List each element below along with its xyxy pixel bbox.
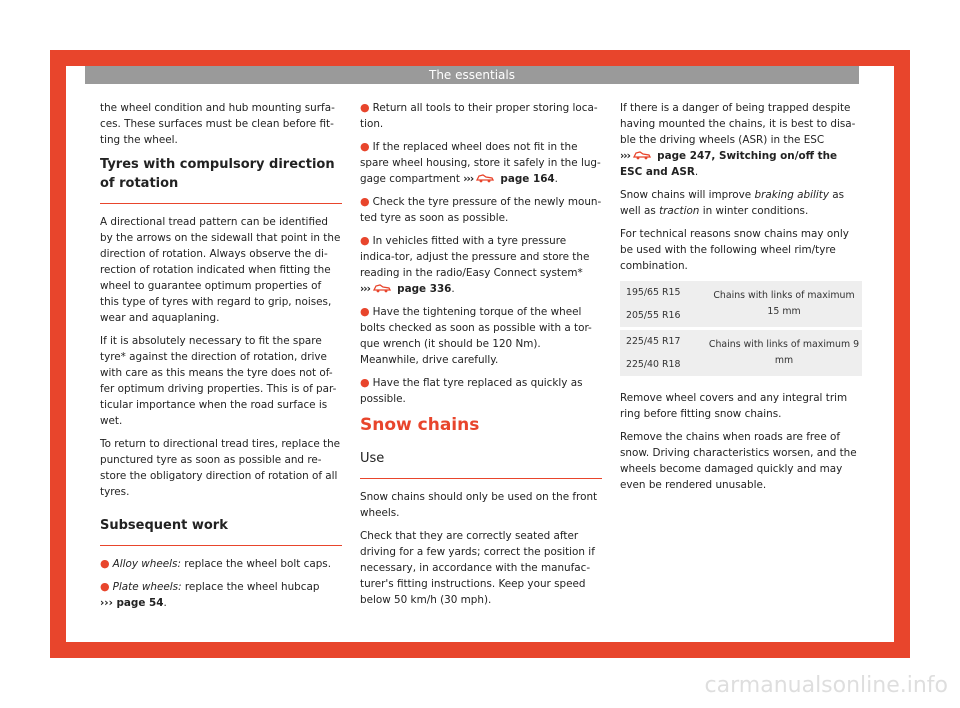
page-reference-link[interactable]: ››› page 54 [100, 597, 164, 609]
text: in winter conditions. [699, 205, 809, 217]
bullet-item [360, 375, 602, 407]
emphasis: braking ability [754, 189, 829, 201]
paragraph: Remove wheel covers and any integral trim ring before fitting snow chains. [620, 392, 848, 420]
paragraph: To return to directional tread tires, replace the punctured tyre as soon as possible and re-store the obligatory direction of rotation of all tyres. [100, 438, 341, 498]
bullet-icon: ● [100, 557, 110, 570]
page-reference-link[interactable]: page 164 [500, 173, 555, 185]
text: Snow chains will improve [620, 189, 755, 201]
paragraph-esc: If there is a danger of being trapped despite having mounted the chains, it is best to disa-ble the driving wheels (ASR) in the ESC ››› page 247, Switching on/off the ESC and ASR. [620, 102, 856, 178]
bullet-text: If the replaced wheel does not fit in the spare wheel housing, store it safely in the lug-gage compartment [360, 141, 601, 185]
watermark: carmanualsonline.info [704, 673, 948, 698]
bullet-text: Return all tools to their proper storing loca-tion. [360, 102, 598, 130]
paragraph: If it is absolutely necessary to fit the spare tyre* against the direction of rotation, drive with care as this means the tyre does not of-fer optimum driving properties. This is of par-ticular importance when the road surface is wet. [100, 335, 337, 427]
column-right [620, 100, 862, 500]
table-row [620, 330, 862, 353]
bullet-icon: ● [360, 195, 370, 208]
heading-directional-tyres: Tyres with compulsory direction of rotation [100, 157, 335, 191]
text: as well as [620, 189, 845, 217]
heading-use: Use [360, 451, 385, 466]
section-heading-use [360, 449, 602, 479]
section-heading-tyres [100, 155, 342, 204]
column-left [100, 100, 342, 618]
reference-arrows: ››› [463, 173, 474, 185]
bullet-label: Plate wheels: [112, 581, 182, 593]
table-cell-size: 225/40 R18 [620, 353, 706, 376]
book-car-icon [633, 149, 651, 160]
table-cell-chain: Chains with links of maximum 15 mm [706, 281, 862, 327]
paragraph: Snow chains should only be used on the front wheels. [360, 491, 598, 519]
table-cell-size: 205/55 R16 [620, 304, 706, 327]
bullet-item [360, 194, 602, 226]
table-cell-size: 195/65 R15 [620, 281, 706, 304]
bullet-icon: ● [360, 376, 370, 389]
book-car-icon [476, 172, 494, 183]
bullet-label: Alloy wheels: [112, 558, 181, 570]
bullet-icon: ● [360, 234, 370, 247]
paragraph: Check that they are correctly seated after driving for a few yards; correct the position if necessary, in accordance with the manufac-turer's fitting instructions. Keep your speed below 50 km/h (30 mph). [360, 530, 595, 606]
table-cell-chain: Chains with links of maximum 9 mm [706, 330, 862, 376]
bullet-text: replace the wheel hubcap [181, 581, 320, 593]
bullet-icon: ● [360, 305, 370, 318]
reference-arrows: ››› [620, 150, 630, 162]
snow-chain-table [620, 281, 862, 376]
bullet-text: Check the tyre pressure of the newly moun-ted tyre as soon as possible. [360, 196, 602, 224]
paragraph-text: If there is a danger of being trapped despite having mounted the chains, it is best to disa-ble the driving wheels (ASR) in the ESC [620, 102, 856, 146]
bullet-text: Have the flat tyre replaced as quickly as possible. [360, 377, 583, 405]
bullet-plate-wheels [100, 579, 342, 611]
bullet-item [360, 304, 602, 368]
page-reference-link[interactable]: page 247, Switching on/off the ESC and ASR [620, 150, 838, 178]
section-heading-subsequent [100, 516, 342, 546]
column-middle [360, 100, 602, 615]
period: . [163, 597, 167, 609]
reference-arrows: ››› [360, 283, 370, 295]
bullet-alloy-wheels [100, 556, 342, 572]
bullet-item: ● In vehicles fitted with a tyre pressure indica-tor, adjust the pressure and store the reading in the radio/Easy Connect system* ››› page 336. [360, 234, 590, 295]
heading-snow-chains: Snow chains [360, 415, 480, 435]
paragraph: A directional tread pattern can be identified by the arrows on the sidewall that point in the direction of rotation. Always observe the di-rection of rotation indicated when fitting the wheel to guarantee optimum properties of this type of tyres with regard to grip, noises, wear and aquaplaning. [100, 216, 341, 324]
paragraph: Remove the chains when roads are free of snow. Driving characteristics worsen, and the wheels become damaged quickly and may even be rendered unusable. [620, 431, 857, 491]
table-cell-size: 225/45 R17 [620, 330, 706, 353]
paragraph: the wheel condition and hub mounting surfa-ces. These surfaces must be clean before fit-ting the wheel. [100, 102, 335, 146]
bullet-item [360, 100, 602, 132]
bullet-text: Have the tightening torque of the wheel bolts checked as soon as possible with a tor-que wrench (it should be 120 Nm). Meanwhile, drive carefully. [360, 306, 592, 366]
bullet-item: ● If the replaced wheel does not fit in the spare wheel housing, store it safely in the lug-gage compartment ››› page 164. [360, 140, 601, 185]
book-car-icon [373, 282, 391, 293]
bullet-text: replace the wheel bolt caps. [180, 558, 332, 570]
emphasis: traction [659, 205, 700, 217]
bullet-text: In vehicles fitted with a tyre pressure indica-tor, adjust the pressure and store the reading in the radio/Easy Connect system* [360, 235, 590, 279]
paragraph: For technical reasons snow chains may only be used with the following wheel rim/tyre combination. [620, 228, 849, 272]
page-header: The essentials [85, 66, 859, 84]
heading-subsequent-work: Subsequent work [100, 518, 228, 533]
bullet-icon: ● [100, 580, 110, 593]
bullet-icon: ● [360, 101, 370, 114]
table-row [620, 281, 862, 304]
page-reference-link[interactable]: page 336 [397, 283, 452, 295]
page-number: 57 [878, 620, 891, 631]
paragraph-braking [620, 187, 862, 219]
bullet-icon: ● [360, 140, 370, 153]
